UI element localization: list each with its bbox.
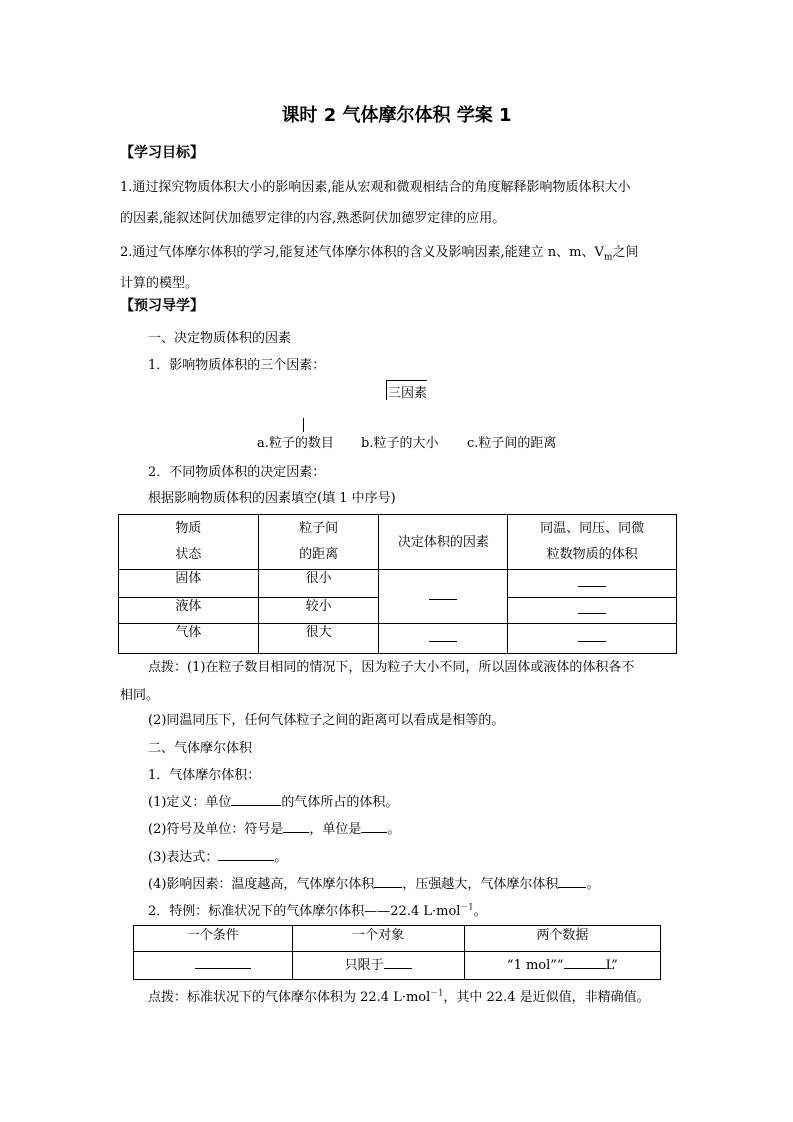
header-distance: 粒子间 的距离	[258, 515, 379, 570]
symbol-line: (2)符号及单位：符号是 ，单位是 。	[148, 822, 401, 837]
part2-item1: 1．气体摩尔体积：	[148, 768, 261, 783]
table-row	[119, 570, 677, 598]
definition-blank[interactable]	[231, 793, 281, 806]
part2-item2: 2．特例：标准状况下的气体摩尔体积——22.4 L·mol$^{-1}$。	[148, 902, 487, 919]
goal-2-line-1: 2.通过气体摩尔体积的学习,能复述气体摩尔体积的含义及影响因素,能建立 n、m、$V_m$之间	[120, 245, 639, 263]
cell-data: “1 mol”“ L”	[464, 952, 660, 980]
pressure-blank[interactable]	[558, 875, 586, 888]
tip1-line1: 点拨：(1)在粒子数目相同的情况下，因为粒子大小不同，所以固体或液体的体积各不	[148, 660, 635, 675]
header-same-conditions-volume: 同温、同压、同微 粒数物质的体积	[508, 515, 677, 570]
influence-line: (4)影响因素：温度越高，气体摩尔体积 ，压强越大，气体摩尔体积 。	[148, 877, 600, 892]
expression-blank[interactable]	[218, 848, 274, 861]
symbol-blank[interactable]	[283, 820, 309, 833]
special-case-table	[133, 925, 661, 980]
part1-item1: 1．影响物质体积的三个因素：	[148, 358, 326, 373]
cell-distance: 很小	[258, 570, 379, 598]
cell-volume-blank[interactable]	[508, 570, 677, 598]
part1-item2: 2．不同物质体积的决定因素：	[148, 465, 326, 480]
cell-state: 液体	[119, 598, 259, 624]
table-row	[119, 624, 677, 654]
goal-2-line-2: 计算的模型。	[120, 276, 199, 291]
cell-distance: 很大	[258, 624, 379, 654]
preview-heading: 【预习导学】	[120, 298, 204, 314]
object-blank[interactable]	[384, 956, 412, 969]
cell-volume-blank[interactable]	[508, 598, 677, 624]
header-deciding-factor: 决定体积的因素	[379, 515, 508, 570]
unit-blank[interactable]	[361, 820, 387, 833]
factor-c: c.粒子间的距离	[467, 436, 557, 451]
part2-heading: 二、气体摩尔体积	[148, 741, 253, 756]
part2-tip: 点拨：标准状况下的气体摩尔体积为 22.4 L·mol$^{-1}$，其中 22.4 是近似值，非精确值。	[148, 988, 650, 1005]
header-data: 两个数据	[464, 926, 660, 952]
cell-volume-blank[interactable]	[508, 624, 677, 654]
cell-factor-blank[interactable]	[379, 624, 508, 654]
diagram-connector	[303, 418, 304, 432]
cell-state: 气体	[119, 624, 259, 654]
cell-factor-blank[interactable]	[379, 570, 508, 624]
part1-instruction: 根据影响物质体积的因素填空(填 1 中序号)	[148, 491, 396, 506]
goal-1-line-2: 的因素,能叙述阿伏加德罗定律的内容,熟悉阿伏加德罗定律的应用。	[120, 211, 506, 226]
volume-factor-table	[118, 514, 677, 654]
goal-1-line-1: 1.通过探究物质体积大小的影响因素,能从宏观和微观相结合的角度解释影响物质体积大小	[120, 180, 631, 195]
header-state: 物质 状态	[119, 515, 259, 570]
factor-b: b.粒子的大小	[361, 436, 439, 451]
factor-a: a.粒子的数目	[257, 436, 334, 451]
cell-state: 固体	[119, 570, 259, 598]
cell-condition-blank[interactable]	[134, 952, 293, 980]
temperature-blank[interactable]	[374, 875, 402, 888]
page-title: 课时 2 气体摩尔体积 学案 1	[281, 105, 512, 126]
definition-line: (1)定义：单位 的气体所占的体积。	[148, 795, 399, 810]
factor-diagram-box: 三因素	[386, 380, 427, 400]
header-object: 一个对象	[292, 926, 464, 952]
tip2: (2)同温同压下，任何气体粒子之间的距离可以看成是相等的。	[148, 713, 505, 728]
expression-line: (3)表达式： 。	[148, 850, 288, 865]
cell-distance: 较小	[258, 598, 379, 624]
part1-heading: 一、决定物质体积的因素	[148, 331, 292, 346]
goals-heading: 【学习目标】	[120, 145, 204, 161]
header-condition: 一个条件	[134, 926, 293, 952]
data-blank[interactable]	[564, 956, 606, 969]
cell-object: 只限于	[292, 952, 464, 980]
tip1-line2: 相同。	[120, 688, 160, 703]
